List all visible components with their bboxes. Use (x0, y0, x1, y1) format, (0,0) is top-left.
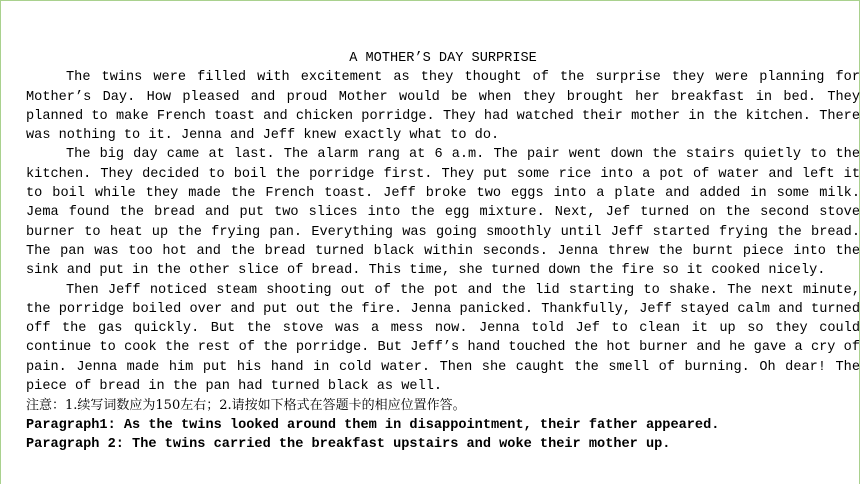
instructions-note: 注意：1.续写词数应为150左右；2.请按如下格式在答题卡的相应位置作答。 (26, 398, 466, 414)
story-title: A MOTHER’S DAY SURPRISE (349, 51, 537, 66)
document-body (26, 49, 860, 454)
story-paragraph-3: Then Jeff noticed steam shooting out of the pot and the lid starting to shake. The next minute, the porridge boiled over and put out the fire. Jenna panicked. Thankfully, Jeff stayed calm and turned off the gas quickly. But the stove was a mess now. Jenna told Jef to clean it up so they could continue to cook the rest of the porridge. But Jeff’s hand touched the hot burner and he gave a cry of pain. Jenna made him put his hand in cold water. Then she caught the smell of burning. Oh dear! The piece of bread in the pan had turned black as well. (26, 282, 860, 395)
paragraph2-prompt: Paragraph 2: The twins carried the breakfast upstairs and woke their mother up. (26, 436, 671, 452)
paragraph1-prompt: Paragraph1: As the twins looked around them in disappointment, their father appeared. (26, 417, 720, 433)
story-paragraph-2: The big day came at last. The alarm rang at 6 a.m. The pair went down the stairs quietly to the kitchen. They decided to boil the porridge first. They put some rice into a pot of water and left it to boil while they made the French toast. Jeff broke two eggs into a plate and added in some milk. Jema found the bread and put two slices into the egg mixture. Next, Jef turned on the second stove burner to heat up the frying pan. Everything was going smoothly until Jeff started frying the bread. The pan was too hot and the bread turned black within seconds. Jenna threw the burnt piece into the sink and put in the other slice of bread. This time, she turned down the fire so it cooked nicely. (26, 147, 860, 279)
story-paragraph-1: The twins were filled with excitement as they thought of the surprise they were planning for Mother’s Day. How pleased and proud Mother would be when they brought her breakfast in bed. They planned to make French toast and chicken porridge. They had watched their mother in the kitchen. There was nothing to it. Jenna and Jeff knew exactly what to do. (26, 70, 860, 144)
